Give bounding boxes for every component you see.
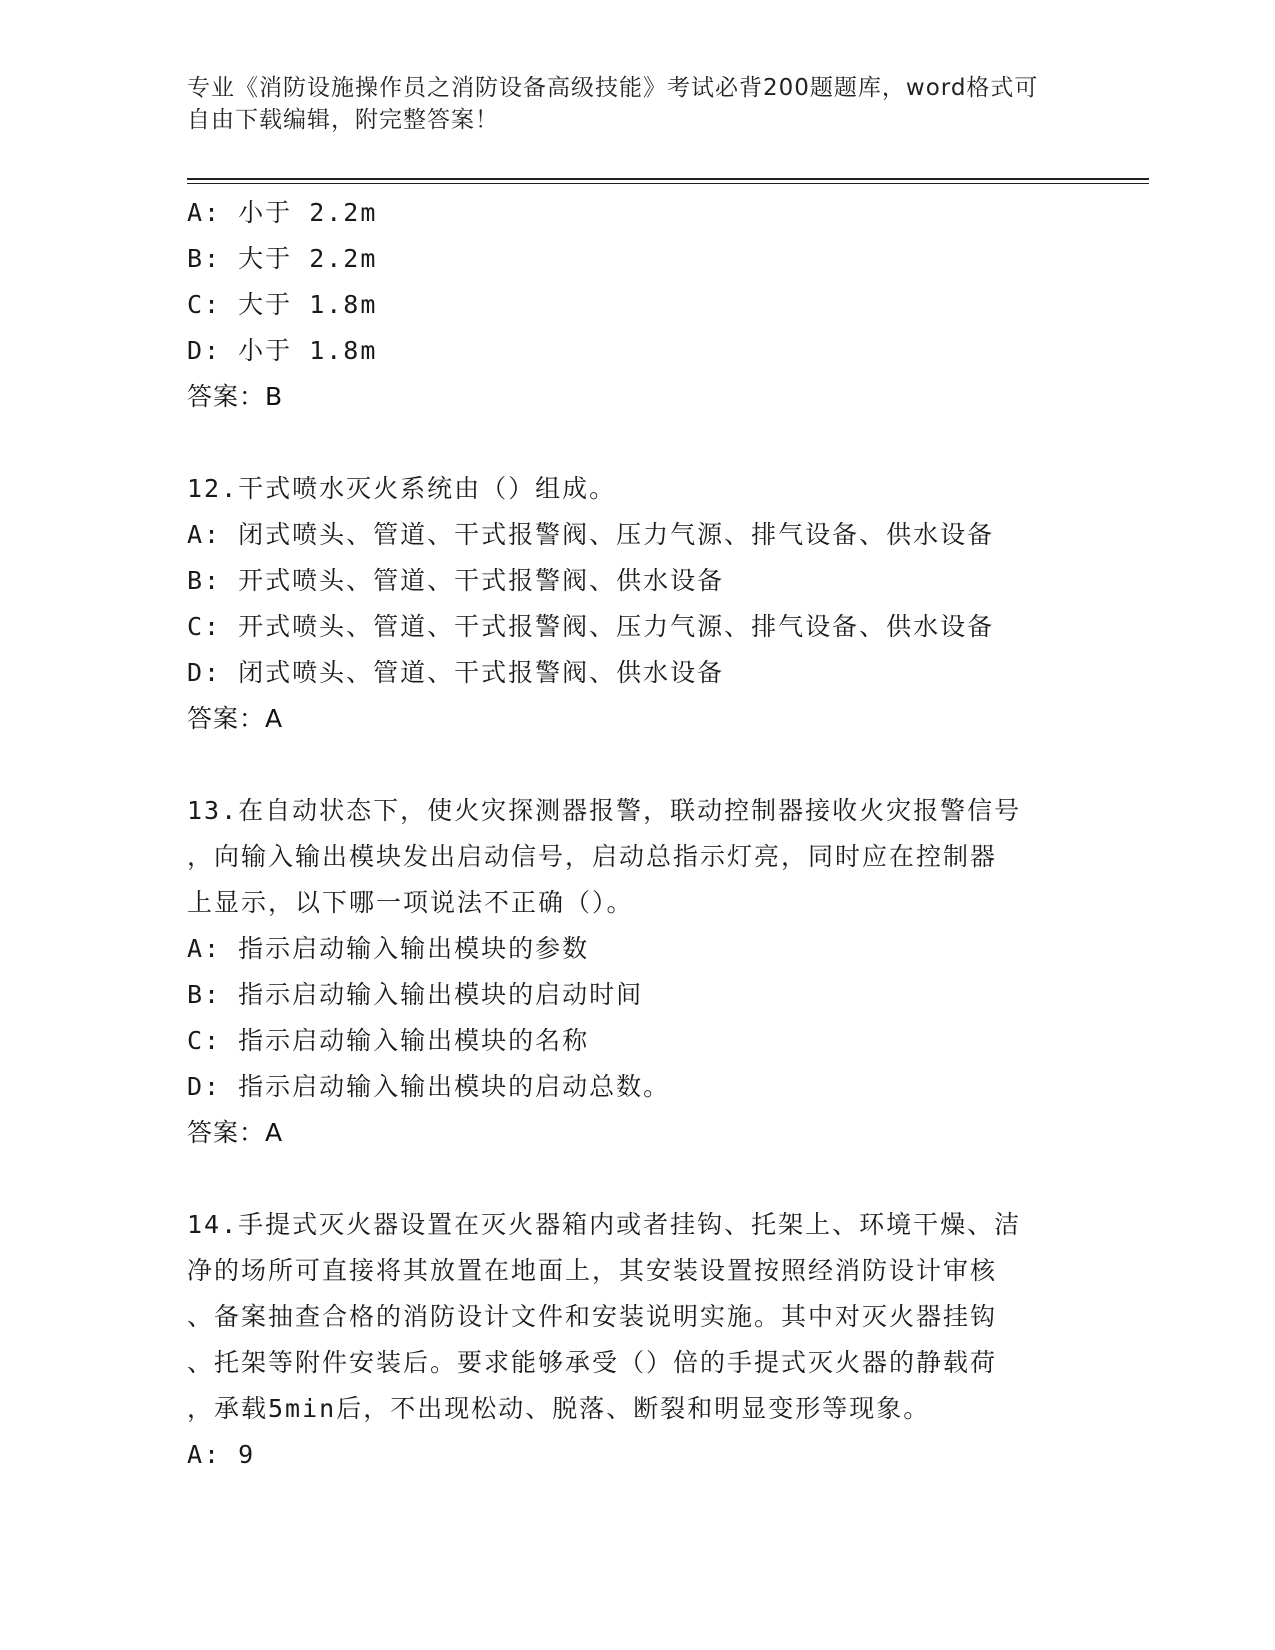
question-text-line-4: 、托架等附件安装后。要求能够承受（）倍的手提式灭火器的静载荷 (187, 1348, 998, 1377)
question-text: 12.干式喷水灭火系统由（）组成。 (187, 474, 617, 503)
answer: 答案：B (187, 382, 284, 411)
question-text-line-1: 14.手提式灭火器设置在灭火器箱内或者挂钩、托架上、环境干燥、洁 (187, 1210, 1022, 1239)
question-text-line-2: ，向输入输出模块发出启动信号，启动总指示灯亮，同时应在控制器 (187, 842, 998, 871)
spacer (187, 1156, 1087, 1202)
spacer (187, 420, 1087, 466)
option-a: A: 小于 2.2m (187, 198, 378, 227)
question-12 (187, 466, 1087, 742)
answer: 答案：A (187, 704, 284, 733)
answer: 答案：A (187, 1118, 284, 1147)
option-d: D: 指示启动输入输出模块的启动总数。 (187, 1072, 671, 1101)
option-d: D: 小于 1.8m (187, 336, 378, 365)
option-c: C: 开式喷头、管道、干式报警阀、压力气源、排气设备、供水设备 (187, 612, 995, 641)
question-text-line-3: 、备案抽查合格的消防设计文件和安装说明实施。其中对灭火器挂钩 (187, 1302, 998, 1331)
option-a: A: 闭式喷头、管道、干式报警阀、压力气源、排气设备、供水设备 (187, 520, 995, 549)
option-a: A: 指示启动输入输出模块的参数 (187, 934, 590, 963)
question-text-line-5: ，承载5min后，不出现松动、脱落、断裂和明显变形等现象。 (187, 1394, 931, 1423)
option-d: D: 闭式喷头、管道、干式报警阀、供水设备 (187, 658, 725, 687)
question-text-line-1: 13.在自动状态下，使火灾探测器报警，联动控制器接收火灾报警信号 (187, 796, 1022, 825)
question-list (187, 190, 1087, 1478)
option-a: A: 9 (187, 1440, 256, 1469)
question-text-line-2: 净的场所可直接将其放置在地面上，其安装设置按照经消防设计审核 (187, 1256, 998, 1285)
header-divider-thin (187, 183, 1149, 184)
option-b: B: 大于 2.2m (187, 244, 378, 273)
spacer (187, 742, 1087, 788)
option-c: C: 大于 1.8m (187, 290, 378, 319)
question-text-line-3: 上显示，以下哪一项说法不正确（）。 (187, 888, 634, 917)
header-line-1: 专业《消防设施操作员之消防设备高级技能》考试必背200题题库，word格式可 (187, 75, 1039, 101)
question-13 (187, 788, 1087, 1156)
option-c: C: 指示启动输入输出模块的名称 (187, 1026, 590, 1055)
option-b: B: 指示启动输入输出模块的启动时间 (187, 980, 644, 1009)
question-11 (187, 190, 1087, 420)
question-14 (187, 1202, 1087, 1478)
option-b: B: 开式喷头、管道、干式报警阀、供水设备 (187, 566, 725, 595)
document-header (187, 72, 1087, 136)
header-divider-thick (187, 178, 1149, 180)
header-line-2: 自由下载编辑，附完整答案！ (187, 107, 499, 133)
